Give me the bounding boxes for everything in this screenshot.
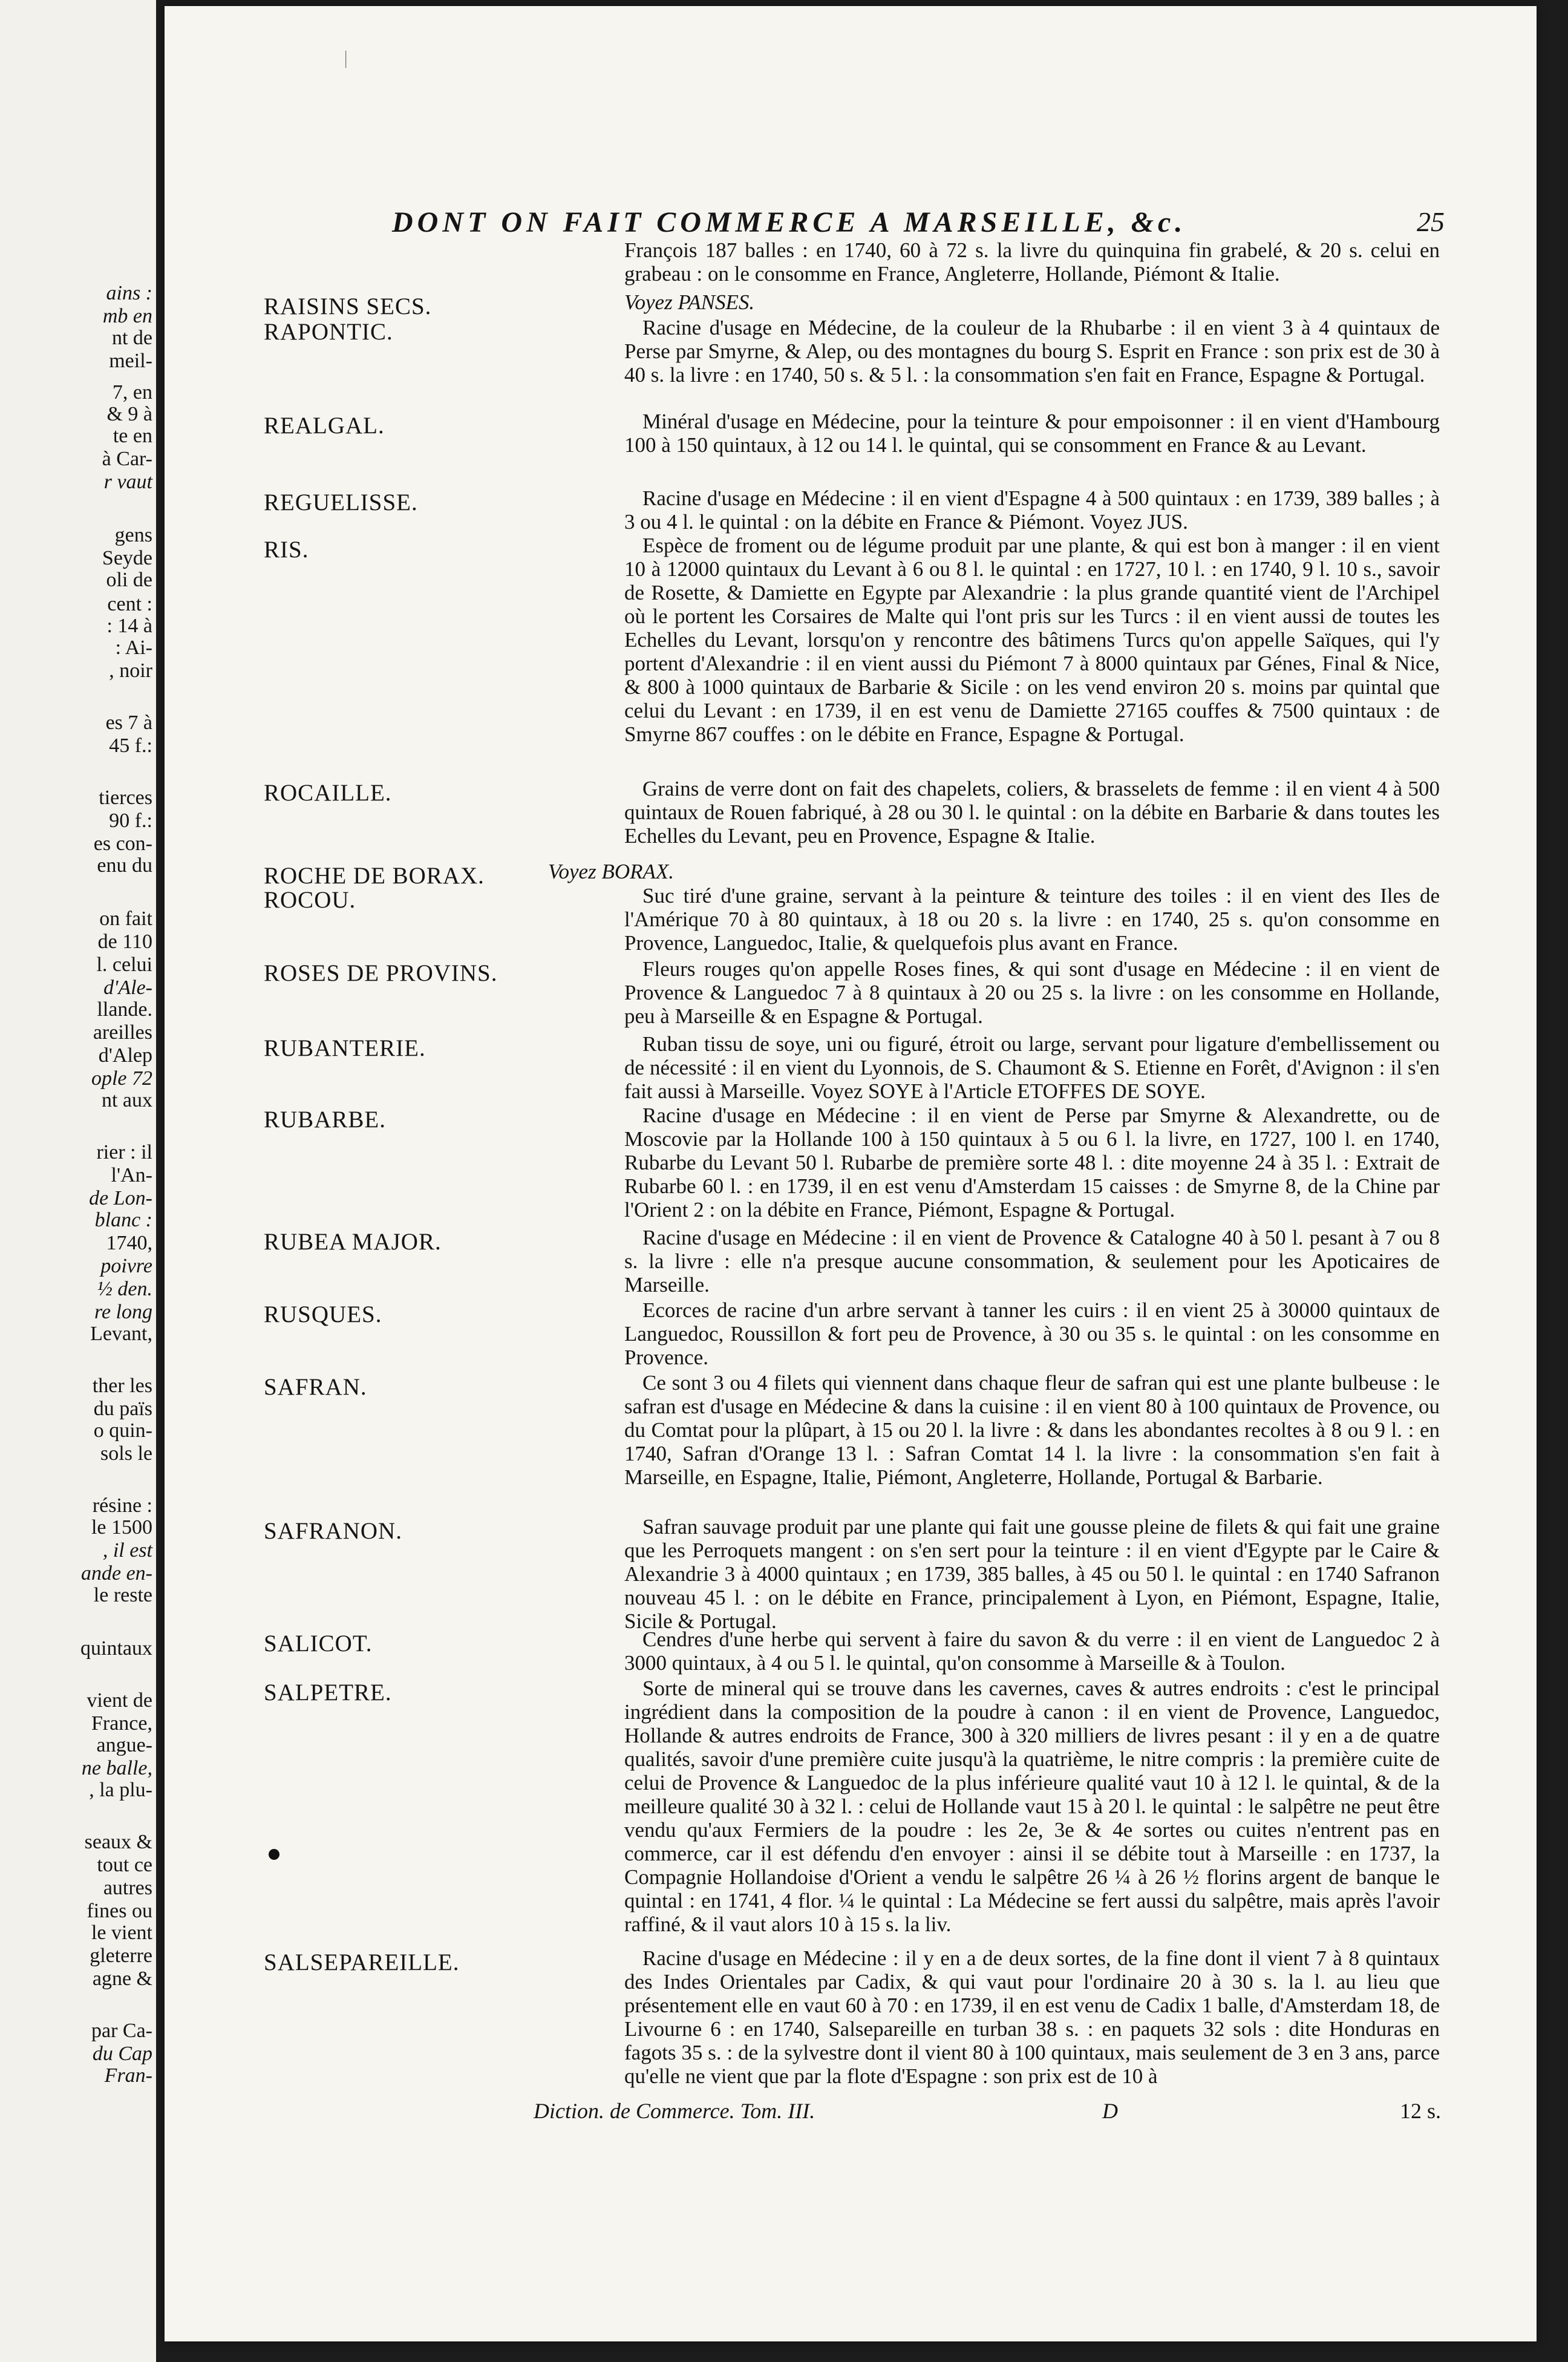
margin-fragment: vient de (87, 1689, 152, 1712)
adjacent-page-margin (0, 0, 156, 2362)
margin-fragment: te en (113, 425, 152, 447)
margin-fragment: on fait (99, 908, 152, 930)
margin-fragment: llande. (97, 998, 152, 1021)
margin-fragment: résine : (92, 1494, 152, 1517)
entry-text: Suc tiré d'une graine, servant à la peinture & teinture des toiles : il en vient des Iles de l'Amérique 70 à 80 quintaux, à 18 ou 20 s. la livre : en 1740, 25 s. qu'on consomme en Provence, Languedoc, Italie, & quelquefois plus avant en France. (624, 884, 1440, 955)
entry-headword: REALGAL. (264, 413, 385, 439)
entry-headword: RUBARBE. (264, 1107, 386, 1133)
margin-fragment: gens (114, 524, 152, 546)
entry-headword: REGUELISSE. (264, 489, 418, 515)
margin-fragment: 45 f.: (109, 734, 152, 757)
entry-headword: ROSES DE PROVINS. (264, 960, 498, 986)
page-footer (534, 2098, 1441, 2128)
footer-source: Diction. de Commerce. Tom. III. (534, 2099, 815, 2123)
margin-fragment: poivre (100, 1255, 152, 1277)
catchword: 12 s. (1399, 2099, 1441, 2123)
signature-mark: D (1102, 2099, 1118, 2123)
margin-fragment: tierces (99, 787, 152, 809)
entry-text: Racine d'usage en Médecine : il en vient d'Espagne 4 à 500 quintaux : en 1739, 389 balles ; à 3 ou 4 l. le quintal : on la débite en France & Piémont. Voyez JUS. (624, 486, 1440, 534)
margin-fragment: : 14 à (106, 615, 152, 637)
margin-fragment: enu du (97, 854, 152, 877)
entry-text: Cendres d'une herbe qui servent à faire du savon & du verre : il en vient de Languedoc 2 à 3000 quintaux, à 4 ou 5 l. le quintal, qu'on consomme à Marseille & à Toulon. (624, 1628, 1440, 1675)
margin-fragment: : Ai- (115, 636, 152, 659)
margin-fragment: angue- (96, 1734, 152, 1756)
entry-text: Racine d'usage en Médecine : il en vient de Provence & Catalogne 40 à 50 l. pesant à 7 ou 8 s. la livre : elle n'a presque aucune consommation, & seulement pour les Apoticaires de Marseille. (624, 1226, 1440, 1297)
margin-fragment: d'Alep (98, 1044, 152, 1067)
margin-fragment: le 1500 (91, 1516, 152, 1539)
scan-mark: ᛁ (340, 48, 352, 70)
margin-fragment: , noir (109, 659, 152, 682)
entry-headword: RAISINS SECS. (264, 293, 432, 319)
entry-text: Sorte de mineral qui se trouve dans les cavernes, caves & autres endroits : c'est le principal ingrédient dans la composition de la poudre à canon : il en vient de Provence, Languedoc, Hollande & autres endroits de France, 300 à 320 milliers de livres pesant : il y en a de quatre qualités, savoir d'une première cuite jusqu'à la quatrième, le nitre compris : la première cuite de celui de Provence & Languedoc de la plus inférieure qualité vaut 10 à 12 l. le quintal, & de la meilleure qualité 30 à 32 l. : celui de Hollande vaut 15 à 20 l. le quintal : le salpêtre ne peut être vendu qu'aux Fermiers de la poudre : les 2e, 3e & 4e sortes ou cuites n'entrent pas en commerce, car il est défendu d'en envoyer : ainsi il se débite tout à Marseille : en 1737, la Compagnie Hollandoise d'Orient a vendu le salpêtre 26 ¼ à 26 ½ florins argent de banque le quintal : en 1741, 4 flor. ¼ le quintal : La Médecine se fert aussi du salpêtre, mais après l'avoir raffiné, & il vaut alors 10 à 15 s. la liv. (624, 1677, 1440, 1936)
margin-fragment: oli de (106, 569, 152, 591)
continuation-text: François 187 balles : en 1740, 60 à 72 s. la livre du quinquina fin grabelé, & 20 s. celui en grabeau : on le consomme en France, Angleterre, Hollande, Piémont & Italie. (624, 238, 1440, 286)
margin-fragment: le vient (91, 1922, 152, 1944)
margin-fragment: Fran- (104, 2064, 152, 2087)
margin-fragment: le reste (93, 1584, 152, 1606)
entry-headword: SAFRAN. (264, 1374, 367, 1400)
margin-fragment: Levant, (90, 1323, 152, 1345)
entry-text: Ce sont 3 ou 4 filets qui viennent dans chaque fleur de safran qui est une plante bulbeuse : le safran est d'usage en Médecine & dans la cuisine : il en vient 80 à 100 quintaux de Provence, ou du Comtat pour la plûpart, à 15 ou 20 l. la livre : & dans les abondantes recoltes à 8 ou 9 l. : en 1740, Safran d'Orange 13 l. : Safran Comtat 14 l. la livre : la consommation s'en fait à Marseille, en Espagne, Italie, Piémont, Angleterre, Hollande, Portugal & Barbarie. (624, 1371, 1440, 1489)
margin-fragment: ople 72 (91, 1067, 152, 1090)
margin-fragment: quintaux (80, 1637, 152, 1660)
margin-fragment: de 110 (97, 931, 152, 953)
margin-fragment: de Lon- (89, 1187, 152, 1209)
margin-fragment: areilles (93, 1021, 152, 1044)
page-number: 25 (1417, 206, 1445, 237)
entry-headword: RUBEA MAJOR. (264, 1229, 442, 1255)
margin-fragment: fines ou (87, 1900, 152, 1922)
entry-headword: SAFRANON. (264, 1518, 402, 1544)
margin-fragment: 1740, (106, 1232, 152, 1254)
running-title: DONT ON FAIT COMMERCE A MARSEILLE, &c. (392, 206, 1187, 238)
margin-fragment: meil- (109, 350, 152, 372)
margin-fragment: sols le (100, 1442, 152, 1465)
margin-fragment: tout ce (97, 1854, 152, 1876)
margin-fragment: nt de (111, 327, 152, 349)
entry-text: Voyez BORAX. (548, 860, 674, 883)
margin-fragment: ande en- (80, 1562, 152, 1585)
entry-text: Ecorces de racine d'un arbre servant à tanner les cuirs : il en vient 25 à 30000 quintaux de Languedoc, Roussillon & fort peu de Provence, à 30 ou 35 s. le quintal : on les consomme en Provence. (624, 1298, 1440, 1369)
entry-headword: RAPONTIC. (264, 319, 393, 345)
entry-headword: SALPETRE. (264, 1680, 392, 1706)
entry-headword: RUBANTERIE. (264, 1035, 426, 1061)
book-page (165, 6, 1537, 2341)
running-head (392, 206, 1445, 242)
entry-text: Racine d'usage en Médecine : il y en a de deux sortes, de la fine dont il vient 7 à 8 quintaux des Indes Orientales par Cadix, & qui vaut pour l'ordinaire 20 à 30 s. la l. au lieu que présentement elle en vaut 60 à 70 : en 1739, il en est venu de Cadix 1 balle, d'Amsterdam 18, de Livourne 6 : en 1740, Salsepareille en turban 38 s. : en paquets 32 sols : dite Honduras en fagots 35 s. : de la sylvestre dont il vient 80 à 100 quintaux, mais seulement de 3 en 3 ans, parce qu'elle ne vient que par la flote d'Espagne : son prix est de 10 à (624, 1946, 1440, 2088)
margin-fragment: ains : (106, 282, 152, 304)
margin-fragment: r vaut (103, 471, 152, 493)
entry-headword: ROCHE DE BORAX. (264, 863, 485, 889)
margin-fragment: l. celui (96, 954, 152, 976)
margin-fragment: o quin- (93, 1419, 152, 1442)
margin-fragment: par Ca- (91, 2020, 152, 2042)
entry-text: Ruban tissu de soye, uni ou figuré, étroit ou large, servant pour ligature d'embellissement ou de nécessité : il en vient du Lyonnois, de S. Chaumont & S. Etienne en Forêt, d'Avignon : il s'en fait aussi à Marseille. Voyez SOYE à l'Article ETOFFES DE SOYE. (624, 1032, 1440, 1103)
margin-fragment: nt aux (101, 1089, 152, 1111)
margin-fragment: cent : (107, 593, 152, 615)
margin-fragment: ne balle, (81, 1757, 152, 1779)
entry-text: Racine d'usage en Médecine : il en vient de Perse par Smyrne & Alexandrette, ou de Moscovie par la Hollande 100 à 150 quintaux à 5 ou 6 l. la livre, en 1727, 100 l. en 1740, Rubarbe du Levant 50 l. Rubarbe de première sorte 48 l. : dite moyenne 24 à 35 l. : Extrait de Rubarbe 60 l. : en 1739, il en est venu d'Amsterdam 15 caisses : de Smyrne 8, de la Chine par l'Orient 2 : on la débite en France, Piémont, Espagne & Portugal. (624, 1104, 1440, 1222)
entry-text: Fleurs rouges qu'on appelle Roses fines, & qui sont d'usage en Médecine : il en vient de Provence & Languedoc 7 à 8 quintaux à 20 ou 25 s. la livre : on les consomme en Hollande, peu à Marseille & en Espagne & Portugal. (624, 957, 1440, 1028)
margin-fragment: gleterre (90, 1945, 152, 1967)
entry-headword: RUSQUES. (264, 1301, 382, 1327)
entry-headword: SALSEPAREILLE. (264, 1949, 460, 1975)
margin-fragment: es con- (93, 833, 152, 855)
margin-fragment: 7, en (112, 381, 152, 404)
margin-fragment: Seyde (102, 547, 152, 569)
entry-headword: RIS. (264, 537, 309, 563)
margin-fragment: du Cap (92, 2043, 152, 2065)
entry-text: Safran sauvage produit par une plante qui fait une gousse pleine de filets & qui fait une graine que les Perroquets mangent : on s'en sert pour la teinture : il en vient d'Egypte par le Caire & Alexandrie 3 à 4000 quintaux ; en 1739, 385 balles, à 45 ou 50 l. le quintal : en 1740 Safranon nouveau 45 l. : on le débite en France, principalement à Lyon, en Piémont, Espagne, Italie, Sicile & Portugal. (624, 1515, 1440, 1633)
margin-fragment: d'Ale- (103, 977, 152, 999)
margin-fragment: , il est (102, 1539, 152, 1562)
entry-headword: ROCOU. (264, 887, 356, 913)
margin-fragment: autres (103, 1877, 152, 1899)
margin-fragment: re long (94, 1301, 152, 1323)
margin-fragment: agne & (92, 1968, 152, 1990)
entry-headword: SALICOT. (264, 1631, 373, 1657)
margin-fragment: es 7 à (105, 712, 152, 734)
entry-text: Espèce de froment ou de légume produit par une plante, & qui est bon à manger : il en vient 10 à 12000 quintaux du Levant à 6 ou 8 l. le quintal : en 1727, 10 l. : en 1740, 9 l. 10 s., savoir de Rosette, & Damiette en Egypte par Alexandrie : la plus grande quantité vient de l'Archipel où le portent les Corsaires de Malte qui l'ont pris sur les Turcs : il en vient aussi de toutes les Echelles du Levant, lorsqu'on y rencontre des bâtimens Turcs qu'on appelle Saïques, qui l'y portent d'Alexandrie : il en vient aussi du Piémont 7 à 8000 quintaux par Génes, Final & Nice, & 800 à 1000 quintaux de Barbarie & Sicile : on les vend environ 20 s. moins par quintal que celui du Levant : en 1739, il en est venu de Damiette 27165 couffes & 7500 quintaux : de Smyrne 867 couffes : on le débite en France, Espagne & Portugal. (624, 534, 1440, 746)
entry-text: Voyez PANSES. (624, 290, 755, 314)
entry-text: Minéral d'usage en Médecine, pour la teinture & pour empoisonner : il en vient d'Hambourg 100 à 150 quintaux, à 12 ou 14 l. le quintal, qui se consomment en France & au Levant. (624, 410, 1440, 457)
margin-fragment: blanc : (94, 1209, 152, 1231)
margin-fragment: France, (91, 1712, 152, 1735)
margin-fragment: l'An- (111, 1164, 152, 1186)
margin-fragment: ther les (92, 1375, 152, 1397)
margin-fragment: seaux & (84, 1831, 152, 1853)
margin-fragment: & 9 à (106, 403, 152, 425)
margin-fragment: , la plu- (89, 1779, 152, 1801)
margin-fragment: mb en (102, 305, 152, 327)
margin-fragment: 90 f.: (109, 810, 152, 832)
entry-headword: ROCAILLE. (264, 780, 392, 806)
margin-fragment: à Car- (102, 448, 152, 470)
margin-fragment: ½ den. (97, 1278, 152, 1300)
ink-dot (269, 1849, 279, 1860)
entry-text: Grains de verre dont on fait des chapelets, coliers, & brasselets de femme : il en vient 4 à 500 quintaux de Rouen fabriqué, à 28 ou 30 l. le quintal : on la débite en Barbarie & dans toutes les Echelles du Levant, peu en Provence, Espagne & Italie. (624, 777, 1440, 848)
margin-fragment: rier : il (96, 1141, 152, 1163)
entry-text: Racine d'usage en Médecine, de la couleur de la Rhubarbe : il en vient 3 à 4 quintaux de Perse par Smyrne, & Alep, ou des montagnes du bourg S. Esprit en France : son prix est de 30 à 40 s. la livre : en 1740, 50 s. & 5 l. : la consommation s'en fait en France, Espagne & Portugal. (624, 316, 1440, 387)
margin-fragment: du païs (93, 1398, 152, 1420)
